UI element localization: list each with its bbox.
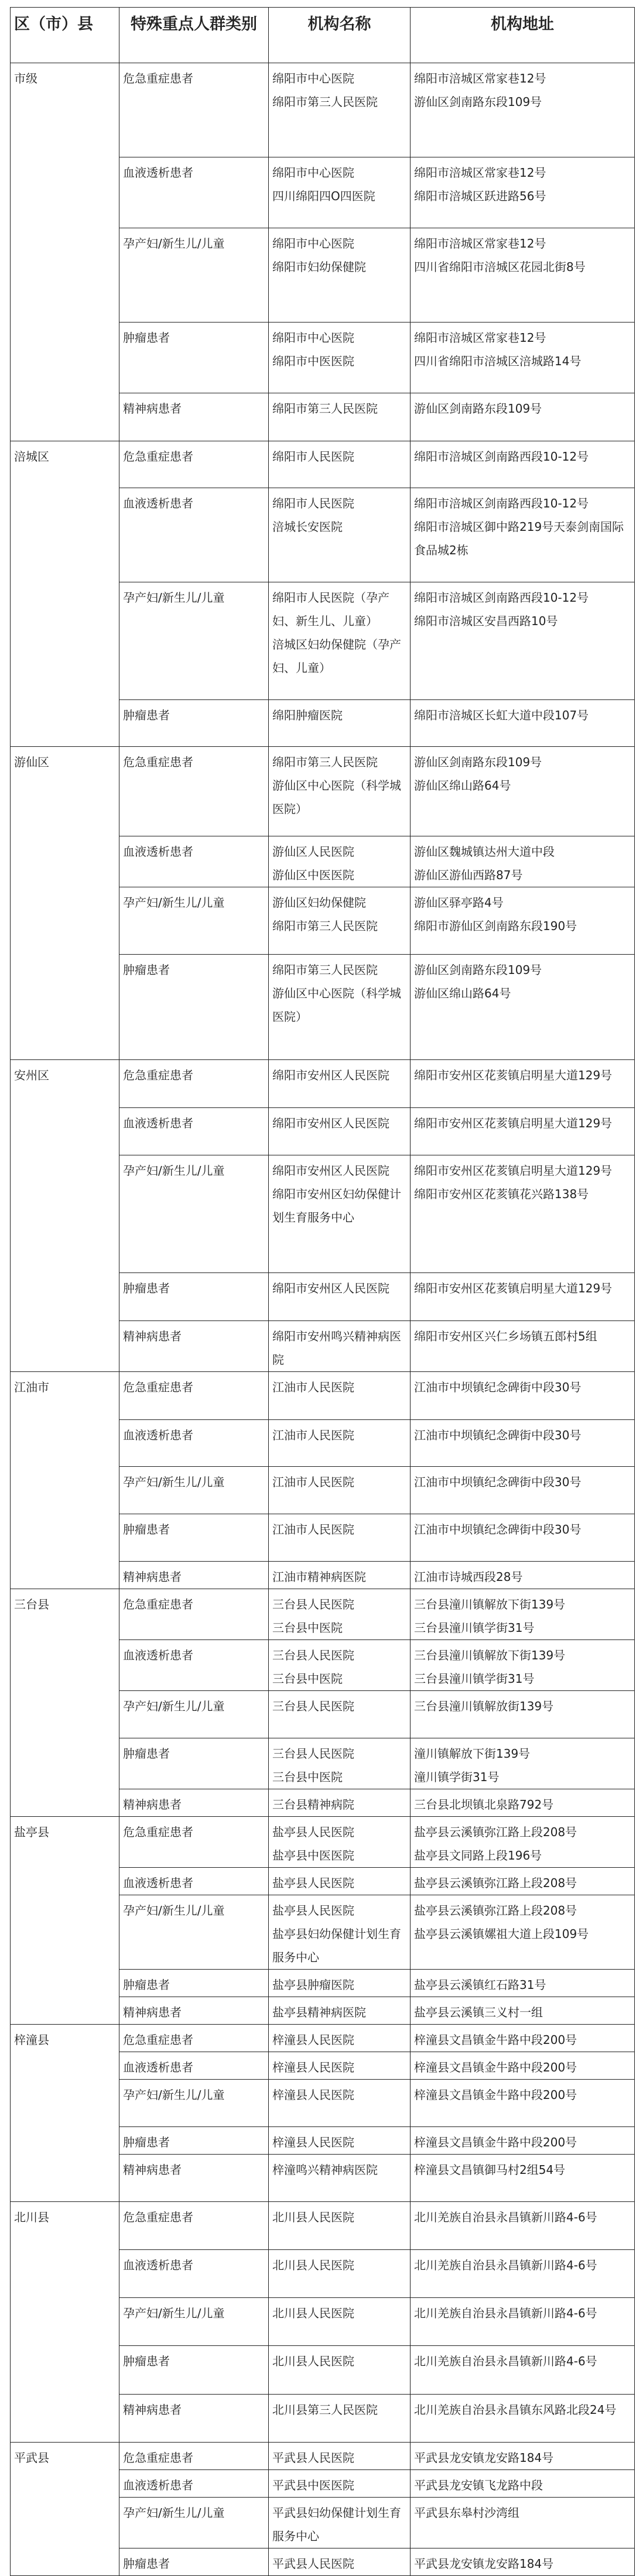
table-row bbox=[11, 1589, 635, 1640]
institution-name: 游仙区中医医院 bbox=[272, 868, 354, 882]
category-cell: 血液透析患者 bbox=[119, 836, 269, 887]
institution-cell bbox=[269, 1108, 411, 1155]
address-cell bbox=[411, 441, 635, 488]
region-cell: 北川县 bbox=[11, 2202, 119, 2443]
institution-name: 梓潼县人民医院 bbox=[272, 2033, 354, 2047]
address-cell bbox=[411, 1108, 635, 1155]
address-cell bbox=[411, 2443, 635, 2470]
category-cell: 危急重症患者 bbox=[119, 1817, 269, 1868]
institution-cell bbox=[269, 1738, 411, 1789]
category-cell: 精神病患者 bbox=[119, 2155, 269, 2202]
category-cell: 肿瘤患者 bbox=[119, 2346, 269, 2395]
institution-address: 梓潼县文昌镇金牛路中段200号 bbox=[414, 2135, 577, 2149]
institution-name: 绵阳市安州区人民医院 bbox=[272, 1116, 389, 1130]
region-cell: 游仙区 bbox=[11, 747, 119, 1060]
institution-cell bbox=[269, 1789, 411, 1817]
institution-name: 绵阳市安州区妇幼保健计划生育服务中心 bbox=[272, 1187, 401, 1224]
institution-address: 江油市中坝镇纪念碑街中段30号 bbox=[414, 1428, 582, 1442]
institution-name: 绵阳肿瘤医院 bbox=[272, 708, 343, 722]
institution-address: 游仙区剑南路东段109号 bbox=[414, 402, 542, 416]
address-cell bbox=[411, 1738, 635, 1789]
institution-address: 四川省绵阳市涪城区涪城路14号 bbox=[414, 354, 582, 368]
institution-address: 三台县潼川镇学街31号 bbox=[414, 1672, 535, 1686]
address-cell bbox=[411, 1155, 635, 1273]
institution-cell bbox=[269, 1467, 411, 1514]
category-cell: 危急重症患者 bbox=[119, 1372, 269, 1420]
table-row bbox=[11, 2443, 635, 2470]
institution-address: 三台县潼川镇学街31号 bbox=[414, 1621, 535, 1635]
category-cell: 孕产妇/新生儿/儿童 bbox=[119, 1691, 269, 1738]
hospital-directory-table bbox=[10, 7, 635, 2576]
institution-address: 游仙区驿亭路4号 bbox=[414, 896, 504, 910]
address-cell bbox=[411, 2155, 635, 2202]
category-cell: 危急重症患者 bbox=[119, 2202, 269, 2250]
institution-address: 潼川镇学街31号 bbox=[414, 1770, 500, 1784]
institution-name: 三台县人民医院 bbox=[272, 1747, 354, 1761]
institution-name: 三台县人民医院 bbox=[272, 1597, 354, 1611]
institution-name: 平武县妇幼保健计划生育服务中心 bbox=[272, 2506, 401, 2543]
institution-address: 游仙区魏城镇达州大道中段 bbox=[414, 845, 555, 859]
institution-address: 盐亭县云溪镇弥江路上段208号 bbox=[414, 1876, 577, 1890]
institution-name: 绵阳市第三人民医院 bbox=[272, 919, 378, 933]
category-cell: 血液透析患者 bbox=[119, 2250, 269, 2298]
institution-cell bbox=[269, 1970, 411, 1997]
institution-address: 江油市中坝镇纪念碑街中段30号 bbox=[414, 1522, 582, 1536]
institution-cell bbox=[269, 2298, 411, 2346]
institution-address: 江油市诗城西段28号 bbox=[414, 1570, 523, 1584]
institution-cell bbox=[269, 323, 411, 393]
institution-name: 盐亭县肿瘤医院 bbox=[272, 1978, 354, 1992]
institution-name: 绵阳市中心医院 bbox=[272, 71, 354, 85]
address-cell bbox=[411, 2548, 635, 2576]
address-cell bbox=[411, 1372, 635, 1420]
institution-cell bbox=[269, 1691, 411, 1738]
category-cell: 孕产妇/新生儿/儿童 bbox=[119, 2080, 269, 2127]
address-cell bbox=[411, 955, 635, 1060]
address-cell bbox=[411, 2346, 635, 2395]
category-cell: 肿瘤患者 bbox=[119, 700, 269, 747]
institution-address: 潼川镇解放下街139号 bbox=[414, 1747, 531, 1761]
address-cell bbox=[411, 2202, 635, 2250]
institution-name: 平武县人民医院 bbox=[272, 2557, 354, 2571]
institution-address: 游仙区绵山路64号 bbox=[414, 778, 511, 793]
region-cell: 盐亭县 bbox=[11, 1817, 119, 2025]
institution-address: 盐亭县云溪镇嫘祖大道上段109号 bbox=[414, 1927, 589, 1941]
address-cell bbox=[411, 887, 635, 955]
address-cell bbox=[411, 2250, 635, 2298]
table-header-row bbox=[11, 8, 635, 63]
institution-cell bbox=[269, 2202, 411, 2250]
address-cell bbox=[411, 1420, 635, 1467]
address-cell bbox=[411, 2052, 635, 2080]
category-cell: 孕产妇/新生儿/儿童 bbox=[119, 1467, 269, 1514]
category-cell: 血液透析患者 bbox=[119, 488, 269, 582]
institution-address: 三台县潼川镇解放下街139号 bbox=[414, 1597, 566, 1611]
category-cell: 精神病患者 bbox=[119, 1789, 269, 1817]
table-body bbox=[11, 63, 635, 2576]
institution-cell bbox=[269, 441, 411, 488]
category-cell: 孕产妇/新生儿/儿童 bbox=[119, 228, 269, 323]
address-cell bbox=[411, 582, 635, 700]
category-cell: 孕产妇/新生儿/儿童 bbox=[119, 1895, 269, 1970]
institution-cell bbox=[269, 2052, 411, 2080]
institution-name: 绵阳市妇幼保健院 bbox=[272, 260, 366, 274]
institution-address: 绵阳市涪城区剑南路西段10-12号 bbox=[414, 496, 589, 510]
institution-address: 盐亭县文同路上段196号 bbox=[414, 1848, 542, 1862]
address-cell bbox=[411, 1514, 635, 1562]
category-cell: 精神病患者 bbox=[119, 1321, 269, 1372]
institution-name: 平武县中医医院 bbox=[272, 2478, 354, 2492]
category-cell: 孕产妇/新生儿/儿童 bbox=[119, 2498, 269, 2548]
institution-address: 三台县北坝镇北泉路792号 bbox=[414, 1798, 554, 1812]
institution-address: 绵阳市涪城区剑南路西段10-12号 bbox=[414, 591, 589, 605]
institution-cell bbox=[269, 747, 411, 836]
institution-name: 三台县中医院 bbox=[272, 1770, 343, 1784]
category-cell: 危急重症患者 bbox=[119, 1060, 269, 1108]
institution-cell bbox=[269, 488, 411, 582]
institution-name: 盐亭县人民医院 bbox=[272, 1876, 354, 1890]
institution-name: 江油市人民医院 bbox=[272, 1428, 354, 1442]
institution-name: 平武县人民医院 bbox=[272, 2451, 354, 2465]
institution-address: 北川羌族自治县永昌镇新川路4-6号 bbox=[414, 2306, 597, 2320]
address-cell bbox=[411, 228, 635, 323]
header-institution: 机构名称 bbox=[269, 8, 411, 63]
header-address: 机构地址 bbox=[411, 8, 635, 63]
table-row bbox=[11, 63, 635, 157]
institution-address: 四川省绵阳市涪城区花园北街8号 bbox=[414, 260, 586, 274]
category-cell: 血液透析患者 bbox=[119, 1868, 269, 1895]
institution-address: 盐亭县云溪镇弥江路上段208号 bbox=[414, 1903, 577, 1918]
institution-name: 绵阳市第三人民医院 bbox=[272, 95, 378, 109]
institution-name: 梓潼县人民医院 bbox=[272, 2060, 354, 2074]
category-cell: 肿瘤患者 bbox=[119, 323, 269, 393]
category-cell: 血液透析患者 bbox=[119, 2052, 269, 2080]
institution-name: 江油市精神病医院 bbox=[272, 1570, 366, 1584]
institution-address: 北川羌族自治县永昌镇新川路4-6号 bbox=[414, 2210, 597, 2224]
institution-address: 绵阳市涪城区常家巷12号 bbox=[414, 166, 546, 180]
institution-address: 绵阳市涪城区跃进路56号 bbox=[414, 189, 546, 203]
table-row bbox=[11, 1817, 635, 1868]
institution-name: 盐亭县中医医院 bbox=[272, 1848, 354, 1862]
address-cell bbox=[411, 1562, 635, 1589]
institution-address: 绵阳市涪城区剑南路西段10-12号 bbox=[414, 450, 589, 464]
institution-cell bbox=[269, 1155, 411, 1273]
institution-name: 北川县人民医院 bbox=[272, 2354, 354, 2368]
address-cell bbox=[411, 2498, 635, 2548]
address-cell bbox=[411, 1691, 635, 1738]
institution-cell bbox=[269, 1817, 411, 1868]
institution-name: 涪城长安医院 bbox=[272, 520, 343, 534]
table-row bbox=[11, 2025, 635, 2052]
institution-cell bbox=[269, 1060, 411, 1108]
institution-name: 梓潼县人民医院 bbox=[272, 2135, 354, 2149]
institution-cell bbox=[269, 1562, 411, 1589]
institution-address: 平武县龙安镇龙安路184号 bbox=[414, 2451, 554, 2465]
category-cell: 危急重症患者 bbox=[119, 2443, 269, 2470]
institution-address: 江油市中坝镇纪念碑街中段30号 bbox=[414, 1475, 582, 1489]
institution-cell bbox=[269, 887, 411, 955]
institution-name: 盐亭县人民医院 bbox=[272, 1903, 354, 1918]
institution-name: 江油市人民医院 bbox=[272, 1522, 354, 1536]
institution-name: 绵阳市人民医院 bbox=[272, 450, 354, 464]
institution-cell bbox=[269, 2025, 411, 2052]
address-cell bbox=[411, 700, 635, 747]
table-row bbox=[11, 1372, 635, 1420]
institution-address: 盐亭县云溪镇红石路31号 bbox=[414, 1978, 546, 1992]
institution-cell bbox=[269, 157, 411, 228]
category-cell: 血液透析患者 bbox=[119, 1108, 269, 1155]
institution-cell bbox=[269, 2080, 411, 2127]
institution-name: 盐亭县妇幼保健计划生育服务中心 bbox=[272, 1927, 401, 1964]
institution-name: 绵阳市第三人民医院 bbox=[272, 402, 378, 416]
institution-address: 江油市中坝镇纪念碑街中段30号 bbox=[414, 1380, 582, 1394]
institution-name: 游仙区妇幼保健院 bbox=[272, 896, 366, 910]
institution-name: 北川县人民医院 bbox=[272, 2306, 354, 2320]
institution-address: 北川羌族自治县永昌镇新川路4-6号 bbox=[414, 2258, 597, 2272]
institution-address: 绵阳市安州区花荄镇启明星大道129号 bbox=[414, 1281, 613, 1295]
category-cell: 孕产妇/新生儿/儿童 bbox=[119, 887, 269, 955]
table-row bbox=[11, 2202, 635, 2250]
institution-address: 游仙区剑南路东段109号 bbox=[414, 963, 542, 977]
category-cell: 肿瘤患者 bbox=[119, 2548, 269, 2576]
institution-address: 梓潼县文昌镇金牛路中段200号 bbox=[414, 2088, 577, 2102]
address-cell bbox=[411, 1273, 635, 1321]
institution-cell bbox=[269, 2498, 411, 2548]
address-cell bbox=[411, 393, 635, 441]
institution-cell bbox=[269, 836, 411, 887]
institution-address: 游仙区剑南路东段109号 bbox=[414, 755, 542, 769]
institution-name: 三台县中医院 bbox=[272, 1621, 343, 1635]
institution-name: 绵阳市中心医院 bbox=[272, 331, 354, 345]
institution-address: 游仙区绵山路64号 bbox=[414, 986, 511, 1000]
category-cell: 血液透析患者 bbox=[119, 2470, 269, 2498]
category-cell: 精神病患者 bbox=[119, 2395, 269, 2443]
region-cell: 梓潼县 bbox=[11, 2025, 119, 2202]
institution-name: 盐亭县人民医院 bbox=[272, 1825, 354, 1839]
institution-address: 三台县潼川镇解放下街139号 bbox=[414, 1648, 566, 1662]
institution-name: 三台县人民医院 bbox=[272, 1699, 354, 1713]
category-cell: 危急重症患者 bbox=[119, 441, 269, 488]
institution-address: 北川羌族自治县永昌镇新川路4-6号 bbox=[414, 2354, 597, 2368]
institution-cell bbox=[269, 393, 411, 441]
institution-name: 绵阳市第三人民医院 bbox=[272, 755, 378, 769]
address-cell bbox=[411, 1467, 635, 1514]
category-cell: 肿瘤患者 bbox=[119, 955, 269, 1060]
institution-cell bbox=[269, 1321, 411, 1372]
institution-address: 绵阳市安州区花荄镇启明星大道129号 bbox=[414, 1116, 613, 1130]
institution-cell bbox=[269, 2155, 411, 2202]
category-cell: 孕产妇/新生儿/儿童 bbox=[119, 582, 269, 700]
address-cell bbox=[411, 2395, 635, 2443]
address-cell bbox=[411, 2470, 635, 2498]
institution-name: 游仙区中心医院（科学城医院） bbox=[272, 986, 401, 1024]
institution-cell bbox=[269, 228, 411, 323]
institution-name: 游仙区人民医院 bbox=[272, 845, 354, 859]
institution-cell bbox=[269, 2470, 411, 2498]
address-cell bbox=[411, 1060, 635, 1108]
institution-name: 江油市人民医院 bbox=[272, 1380, 354, 1394]
address-cell bbox=[411, 323, 635, 393]
institution-name: 三台县精神病院 bbox=[272, 1798, 354, 1812]
address-cell bbox=[411, 2025, 635, 2052]
institution-cell bbox=[269, 1273, 411, 1321]
category-cell: 孕产妇/新生儿/儿童 bbox=[119, 1155, 269, 1273]
institution-name: 四川绵阳四O四医院 bbox=[272, 189, 375, 203]
institution-name: 梓潼鸣兴精神病医院 bbox=[272, 2163, 378, 2177]
address-cell bbox=[411, 1321, 635, 1372]
address-cell bbox=[411, 1817, 635, 1868]
institution-name: 绵阳市中心医院 bbox=[272, 166, 354, 180]
institution-address: 平武县龙安镇龙安路184号 bbox=[414, 2557, 554, 2571]
institution-address: 北川羌族自治县永昌镇东风路北段24号 bbox=[414, 2403, 617, 2417]
category-cell: 血液透析患者 bbox=[119, 1640, 269, 1691]
category-cell: 肿瘤患者 bbox=[119, 2127, 269, 2155]
institution-cell bbox=[269, 2443, 411, 2470]
institution-name: 绵阳市安州鸣兴精神病医院 bbox=[272, 1329, 401, 1367]
institution-address: 绵阳市安州区兴仁乡场镇五郎村5组 bbox=[414, 1329, 597, 1343]
category-cell: 血液透析患者 bbox=[119, 157, 269, 228]
institution-address: 平武县东皋村沙湾组 bbox=[414, 2506, 519, 2520]
institution-cell bbox=[269, 955, 411, 1060]
institution-name: 盐亭县精神病医院 bbox=[272, 2005, 366, 2019]
institution-name: 绵阳市第三人民医院 bbox=[272, 963, 378, 977]
category-cell: 血液透析患者 bbox=[119, 1420, 269, 1467]
institution-address: 绵阳市游仙区剑南路东段190号 bbox=[414, 919, 577, 933]
category-cell: 精神病患者 bbox=[119, 1562, 269, 1589]
address-cell bbox=[411, 2080, 635, 2127]
region-cell: 三台县 bbox=[11, 1589, 119, 1817]
address-cell bbox=[411, 1970, 635, 1997]
institution-cell bbox=[269, 1868, 411, 1895]
institution-cell bbox=[269, 1372, 411, 1420]
institution-address: 游仙区游仙西路87号 bbox=[414, 868, 523, 882]
institution-address: 盐亭县云溪镇三义村一组 bbox=[414, 2005, 543, 2019]
institution-address: 平武县龙安镇飞龙路中段 bbox=[414, 2478, 543, 2492]
category-cell: 精神病患者 bbox=[119, 1997, 269, 2025]
institution-name: 绵阳市中心医院 bbox=[272, 236, 354, 251]
region-cell: 平武县 bbox=[11, 2443, 119, 2576]
category-cell: 孕产妇/新生儿/儿童 bbox=[119, 2298, 269, 2346]
table-row bbox=[11, 1060, 635, 1108]
address-cell bbox=[411, 747, 635, 836]
institution-cell bbox=[269, 1589, 411, 1640]
institution-address: 三台县潼川镇解放街139号 bbox=[414, 1699, 554, 1713]
category-cell: 肿瘤患者 bbox=[119, 1514, 269, 1562]
table-row bbox=[11, 441, 635, 488]
category-cell: 危急重症患者 bbox=[119, 1589, 269, 1640]
institution-cell bbox=[269, 1895, 411, 1970]
institution-name: 江油市人民医院 bbox=[272, 1475, 354, 1489]
address-cell bbox=[411, 836, 635, 887]
institution-name: 北川县人民医院 bbox=[272, 2210, 354, 2224]
address-cell bbox=[411, 1640, 635, 1691]
institution-name: 涪城区妇幼保健院（孕产妇、儿童） bbox=[272, 637, 401, 675]
category-cell: 危急重症患者 bbox=[119, 747, 269, 836]
institution-cell bbox=[269, 2250, 411, 2298]
institution-cell bbox=[269, 700, 411, 747]
region-cell: 涪城区 bbox=[11, 441, 119, 747]
institution-name: 绵阳市人民医院（孕产妇、新生儿、儿童） bbox=[272, 591, 389, 628]
address-cell bbox=[411, 1997, 635, 2025]
category-cell: 危急重症患者 bbox=[119, 2025, 269, 2052]
category-cell: 危急重症患者 bbox=[119, 63, 269, 157]
category-cell: 肿瘤患者 bbox=[119, 1970, 269, 1997]
institution-address: 盐亭县云溪镇弥江路上段208号 bbox=[414, 1825, 577, 1839]
address-cell bbox=[411, 2298, 635, 2346]
institution-address: 游仙区剑南路东段109号 bbox=[414, 95, 542, 109]
address-cell bbox=[411, 157, 635, 228]
institution-cell bbox=[269, 1640, 411, 1691]
category-cell: 肿瘤患者 bbox=[119, 1273, 269, 1321]
header-region: 区（市）县 bbox=[11, 8, 119, 63]
address-cell bbox=[411, 488, 635, 582]
institution-address: 梓潼县文昌镇金牛路中段200号 bbox=[414, 2060, 577, 2074]
institution-address: 绵阳市安州区花荄镇启明星大道129号 bbox=[414, 1068, 613, 1082]
institution-name: 北川县第三人民医院 bbox=[272, 2403, 378, 2417]
institution-cell bbox=[269, 1420, 411, 1467]
region-cell: 市级 bbox=[11, 63, 119, 441]
institution-name: 绵阳市安州区人民医院 bbox=[272, 1164, 389, 1178]
category-cell: 精神病患者 bbox=[119, 393, 269, 441]
institution-address: 梓潼县文昌镇御马村2组54号 bbox=[414, 2163, 566, 2177]
region-cell: 安州区 bbox=[11, 1060, 119, 1372]
institution-cell bbox=[269, 1997, 411, 2025]
institution-name: 绵阳市中医医院 bbox=[272, 354, 354, 368]
institution-name: 绵阳市安州区人民医院 bbox=[272, 1068, 389, 1082]
institution-address: 绵阳市涪城区安昌西路10号 bbox=[414, 614, 558, 628]
institution-cell bbox=[269, 582, 411, 700]
institution-address: 绵阳市安州区花荄镇花兴路138号 bbox=[414, 1187, 589, 1201]
category-cell: 肿瘤患者 bbox=[119, 1738, 269, 1789]
address-cell bbox=[411, 1868, 635, 1895]
institution-name: 三台县中医院 bbox=[272, 1672, 343, 1686]
address-cell bbox=[411, 2127, 635, 2155]
address-cell bbox=[411, 63, 635, 157]
institution-name: 梓潼县人民医院 bbox=[272, 2088, 354, 2102]
address-cell bbox=[411, 1789, 635, 1817]
institution-cell bbox=[269, 63, 411, 157]
institution-cell bbox=[269, 1514, 411, 1562]
institution-cell bbox=[269, 2548, 411, 2576]
institution-address: 绵阳市涪城区常家巷12号 bbox=[414, 331, 546, 345]
institution-name: 游仙区中心医院（科学城医院） bbox=[272, 778, 401, 816]
institution-cell bbox=[269, 2346, 411, 2395]
institution-name: 绵阳市安州区人民医院 bbox=[272, 1281, 389, 1295]
institution-cell bbox=[269, 2127, 411, 2155]
institution-name: 三台县人民医院 bbox=[272, 1648, 354, 1662]
address-cell bbox=[411, 1895, 635, 1970]
institution-cell bbox=[269, 2395, 411, 2443]
address-cell bbox=[411, 1589, 635, 1640]
table-row bbox=[11, 747, 635, 836]
institution-address: 绵阳市涪城区长虹大道中段107号 bbox=[414, 708, 589, 722]
header-category: 特殊重点人群类别 bbox=[119, 8, 269, 63]
institution-address: 梓潼县文昌镇金牛路中段200号 bbox=[414, 2033, 577, 2047]
region-cell: 江油市 bbox=[11, 1372, 119, 1589]
institution-address: 绵阳市涪城区御中路219号天泰剑南国际食品城2栋 bbox=[414, 520, 624, 557]
institution-address: 绵阳市涪城区常家巷12号 bbox=[414, 71, 546, 85]
institution-name: 北川县人民医院 bbox=[272, 2258, 354, 2272]
institution-name: 绵阳市人民医院 bbox=[272, 496, 354, 510]
institution-address: 绵阳市涪城区常家巷12号 bbox=[414, 236, 546, 251]
institution-address: 绵阳市安州区花荄镇启明星大道129号 bbox=[414, 1164, 613, 1178]
